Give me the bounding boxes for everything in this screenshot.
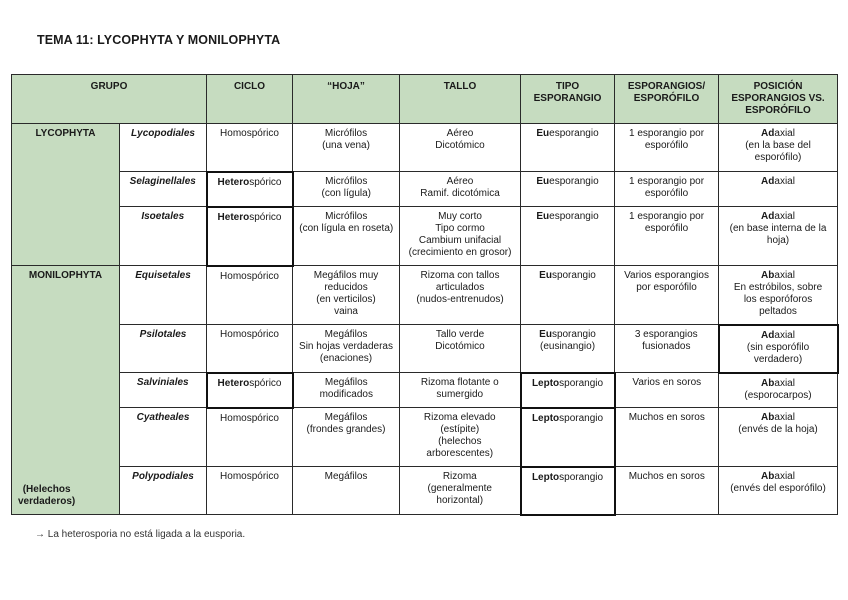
cell-line: (una vena) — [322, 140, 370, 151]
cell-line: (nudos-entrenudos) — [416, 294, 504, 305]
cell-ciclo — [207, 373, 293, 408]
bold-prefix: Ad — [761, 329, 775, 341]
cell-line: Varios esporangios — [624, 270, 709, 281]
cell-tipo — [521, 124, 615, 172]
cell-line: articulados — [435, 282, 485, 293]
cell-line — [722, 176, 834, 188]
cell-line: 1 esporangio por — [628, 176, 705, 187]
cell-line: (en verticilos) — [316, 294, 376, 305]
cell-line: Sin hojas verdaderas — [299, 341, 393, 352]
bold-prefix: Lepto — [531, 471, 560, 483]
cell-esporangios — [615, 467, 719, 515]
cell-line: (en la base del — [745, 140, 811, 151]
order-name: Cyatheales — [120, 408, 207, 467]
header-esporangios-esporofilo — [615, 75, 719, 124]
table-row — [12, 124, 838, 172]
bold-prefix: Hetero — [217, 377, 250, 389]
cell-tipo — [521, 266, 615, 325]
cell-text: Homospórico — [220, 471, 279, 482]
subtitle-line: verdaderos) — [18, 496, 76, 507]
subtitle-line: (Helechos — [22, 484, 71, 495]
cell-line — [723, 330, 834, 342]
cell-line — [525, 472, 611, 484]
cell-line: (enaciones) — [319, 353, 373, 364]
cell-text: spórico — [249, 211, 282, 223]
cell-ciclo — [207, 207, 293, 266]
cell-line: (crecimiento en grosor) — [408, 247, 512, 258]
bold-prefix: Eu — [539, 329, 552, 340]
cell-line: Rizoma flotante o — [420, 377, 499, 388]
bold-prefix: Hetero — [217, 211, 250, 223]
bold-prefix: Eu — [536, 128, 550, 139]
cell-text: axial — [774, 377, 795, 389]
cell-tipo — [521, 373, 615, 408]
table-row — [12, 266, 838, 325]
cell-line: esporófilo — [644, 140, 689, 151]
cell-tipo — [521, 467, 615, 515]
order-name: Isoetales — [120, 207, 207, 266]
cell-posicion — [719, 207, 838, 266]
cell-line: verdadero) — [753, 353, 803, 365]
table-row — [12, 408, 838, 467]
cell-line: Muy corto — [438, 211, 482, 222]
cell-line: sumergido — [436, 389, 484, 400]
header-tallo: TALLO — [400, 75, 521, 124]
cell-line: Muchos en soros — [628, 412, 705, 423]
order-name: Psilotales — [120, 325, 207, 373]
cell-hoja — [293, 266, 400, 325]
cell-line: horizontal) — [436, 495, 484, 506]
cell-line: Cambium unifacial — [418, 235, 502, 246]
cell-line: Tipo cormo — [435, 223, 485, 234]
cell-text: Homospórico — [220, 329, 279, 340]
cell-line: Rizoma con tallos — [420, 270, 500, 281]
cell-line: Megáfilos — [324, 329, 368, 340]
cell-line: (estípite) — [440, 424, 480, 435]
table-row — [12, 467, 838, 515]
cell-tipo — [521, 325, 615, 373]
bold-prefix: Ab — [761, 471, 775, 482]
cell-ciclo — [207, 408, 293, 467]
cell-posicion — [719, 266, 838, 325]
cell-text: axial — [774, 270, 795, 281]
cell-line: Megáfilos muy — [313, 270, 379, 281]
bold-prefix: Hetero — [217, 176, 250, 188]
cell-esporangios — [615, 408, 719, 467]
header-line: ESPORANGIOS/ — [627, 81, 706, 92]
cell-tipo — [521, 408, 615, 467]
cell-line — [722, 128, 834, 140]
table-row — [12, 207, 838, 266]
cell-hoja — [293, 325, 400, 373]
cell-esporangios — [615, 325, 719, 373]
cell-hoja — [293, 207, 400, 266]
cell-line: Tallo verde — [435, 329, 485, 340]
cell-text: spórico — [249, 377, 282, 389]
cell-tallo — [400, 124, 521, 172]
header-tipo-esporangio — [521, 75, 615, 124]
cell-line: Aéreo — [446, 176, 474, 187]
cell-line: Megáfilos — [324, 377, 368, 388]
cell-line: (envés de la hoja) — [738, 424, 818, 435]
cell-line: Micrófilos — [325, 211, 368, 222]
cell-hoja — [293, 124, 400, 172]
cell-text: esporangio — [549, 176, 599, 187]
cell-line — [722, 270, 834, 282]
header-ciclo: CICLO — [207, 75, 293, 124]
bold-prefix: Ad — [761, 128, 775, 139]
cell-ciclo — [207, 325, 293, 373]
cell-line: Micrófilos — [325, 176, 368, 187]
bold-prefix: Ab — [761, 270, 775, 281]
cell-tallo — [400, 172, 521, 207]
cell-tallo — [400, 467, 521, 515]
cell-line: (eusinangio) — [539, 341, 596, 352]
cell-line: por esporófilo — [636, 282, 697, 293]
cell-line: fusionados — [642, 341, 691, 352]
cell-tipo — [521, 172, 615, 207]
cell-text: axial — [774, 329, 795, 341]
cell-line: Megáfilos — [324, 471, 368, 482]
header-hoja: “HOJA” — [293, 75, 400, 124]
cell-text: axial — [774, 471, 795, 482]
cell-line: Varios en soros — [632, 377, 702, 388]
cell-line: (esporocarpos) — [744, 389, 812, 401]
cell-ciclo — [207, 124, 293, 172]
cell-posicion — [719, 172, 838, 207]
order-name: Lycopodiales — [120, 124, 207, 172]
bold-prefix: Eu — [536, 176, 550, 187]
cell-line: Rizoma — [442, 471, 477, 482]
cell-text: Homospórico — [220, 270, 279, 282]
cell-line: arborescentes) — [426, 448, 494, 459]
cell-tipo — [521, 207, 615, 266]
cell-text: Homospórico — [220, 412, 279, 424]
group-monilophyta — [12, 266, 120, 515]
header-line: TIPO — [555, 81, 580, 92]
header-line: ESPORÓFILO — [745, 105, 811, 116]
cell-posicion — [719, 408, 838, 467]
cell-line: Ramif. dicotómica — [420, 188, 500, 199]
cell-line: vaina — [334, 306, 358, 317]
cell-ciclo — [207, 266, 293, 325]
header-posicion — [719, 75, 838, 124]
bold-prefix: Eu — [536, 211, 550, 222]
cell-line — [524, 211, 611, 223]
cell-line: hoja) — [766, 235, 790, 246]
cell-line — [524, 176, 611, 188]
cell-text: sporangio — [551, 270, 596, 281]
order-name: Polypodiales — [120, 467, 207, 515]
order-name: Salviniales — [120, 373, 207, 408]
cell-line: Muchos en soros — [628, 471, 705, 482]
cell-tallo — [400, 408, 521, 467]
cell-hoja — [293, 373, 400, 408]
cell-posicion — [719, 124, 838, 172]
cell-esporangios — [615, 373, 719, 408]
cell-esporangios — [615, 207, 719, 266]
cell-text: axial — [774, 176, 795, 187]
table-row — [12, 325, 838, 373]
cell-line: esporófilo — [644, 223, 689, 234]
cell-line — [722, 378, 834, 390]
cell-tallo — [400, 207, 521, 266]
header-line: ESPORANGIOS VS. — [731, 93, 825, 104]
cell-tallo — [400, 373, 521, 408]
cell-text: sporangio — [559, 471, 604, 483]
page-title: TEMA 11: LYCOPHYTA Y MONILOPHYTA — [37, 33, 281, 47]
cell-line: (con lígula) — [321, 188, 371, 199]
cell-line: (en base interna de la — [729, 223, 827, 234]
cell-text: sporangio — [559, 377, 604, 389]
cell-hoja — [293, 172, 400, 207]
order-name: Equisetales — [120, 266, 207, 325]
cell-line: (frondes grandes) — [306, 424, 386, 435]
header-line: ESPORÓFILO — [633, 93, 700, 104]
cell-line: (generalmente — [427, 483, 492, 494]
table-row — [12, 373, 838, 408]
cell-line — [722, 211, 834, 223]
cell-posicion — [719, 325, 838, 373]
group-name: MONILOPHYTA — [28, 270, 103, 281]
cell-tallo — [400, 325, 521, 373]
table-body — [12, 124, 838, 515]
header-grupo: GRUPO — [12, 75, 207, 124]
cell-line — [524, 329, 611, 341]
cell-esporangios — [615, 266, 719, 325]
cell-text: Homospórico — [220, 128, 279, 139]
cell-line: (con lígula en roseta) — [299, 223, 394, 234]
cell-esporangios — [615, 124, 719, 172]
cell-text: spórico — [249, 176, 282, 188]
cell-hoja — [293, 408, 400, 467]
cell-line: Rizoma elevado — [423, 412, 496, 423]
cell-line — [525, 378, 611, 390]
cell-line: Aéreo — [446, 128, 474, 139]
header-line: ESPORANGIO — [533, 93, 602, 104]
cell-text: axial — [774, 412, 795, 423]
cell-text: esporangio — [549, 211, 599, 222]
cell-line: Megáfilos — [324, 412, 368, 423]
cell-line — [524, 128, 611, 140]
cell-text: axial — [774, 211, 795, 222]
cell-ciclo — [207, 467, 293, 515]
cell-hoja — [293, 467, 400, 515]
cell-line: 3 esporangios — [634, 329, 698, 340]
bold-prefix: Eu — [539, 270, 552, 281]
bold-prefix: Ab — [761, 377, 775, 389]
cell-line: Dicotómico — [435, 140, 485, 151]
cell-line: esporófilo — [644, 188, 689, 199]
bold-prefix: Ad — [761, 211, 775, 222]
cell-esporangios — [615, 172, 719, 207]
cell-line — [722, 471, 834, 483]
cell-line: Micrófilos — [324, 128, 368, 139]
cell-line: los esporóforos — [743, 294, 813, 305]
cell-posicion — [719, 467, 838, 515]
bold-prefix: Lepto — [531, 412, 560, 424]
cell-line: (helechos — [438, 436, 482, 447]
cell-line: En estróbilos, sobre — [733, 282, 823, 293]
cell-line — [524, 270, 611, 282]
cell-line: 1 esporangio por — [628, 211, 705, 222]
cell-tallo — [400, 266, 521, 325]
footnote: → La heterosporia no está ligada a la eusporia. — [35, 529, 246, 540]
cell-text: esporangio — [549, 128, 599, 139]
comparison-table — [11, 74, 839, 516]
cell-text: axial — [774, 128, 795, 139]
cell-line: modificados — [319, 389, 373, 400]
cell-line: (envés del esporófilo) — [730, 483, 826, 494]
table-row — [12, 172, 838, 207]
cell-text: sporangio — [551, 329, 596, 340]
header-line: POSICIÓN — [753, 81, 803, 92]
cell-line: (sin esporófilo — [746, 341, 810, 353]
group-subtitle — [18, 484, 75, 508]
cell-line: reducidos — [324, 282, 368, 293]
cell-line: peltados — [759, 306, 797, 317]
cell-line: 1 esporangio por — [628, 128, 705, 139]
cell-line: esporófilo) — [754, 152, 802, 163]
order-name: Selaginellales — [120, 172, 207, 207]
cell-posicion — [719, 373, 838, 408]
bold-prefix: Ab — [761, 412, 775, 423]
bold-prefix: Ad — [761, 176, 775, 187]
cell-text: sporangio — [559, 412, 604, 424]
cell-line — [525, 413, 611, 425]
cell-line: Dicotómico — [435, 341, 485, 352]
bold-prefix: Lepto — [531, 377, 560, 389]
cell-ciclo — [207, 172, 293, 207]
group-lycophyta: LYCOPHYTA — [12, 124, 120, 266]
header-row — [12, 75, 838, 124]
cell-line — [722, 412, 834, 424]
